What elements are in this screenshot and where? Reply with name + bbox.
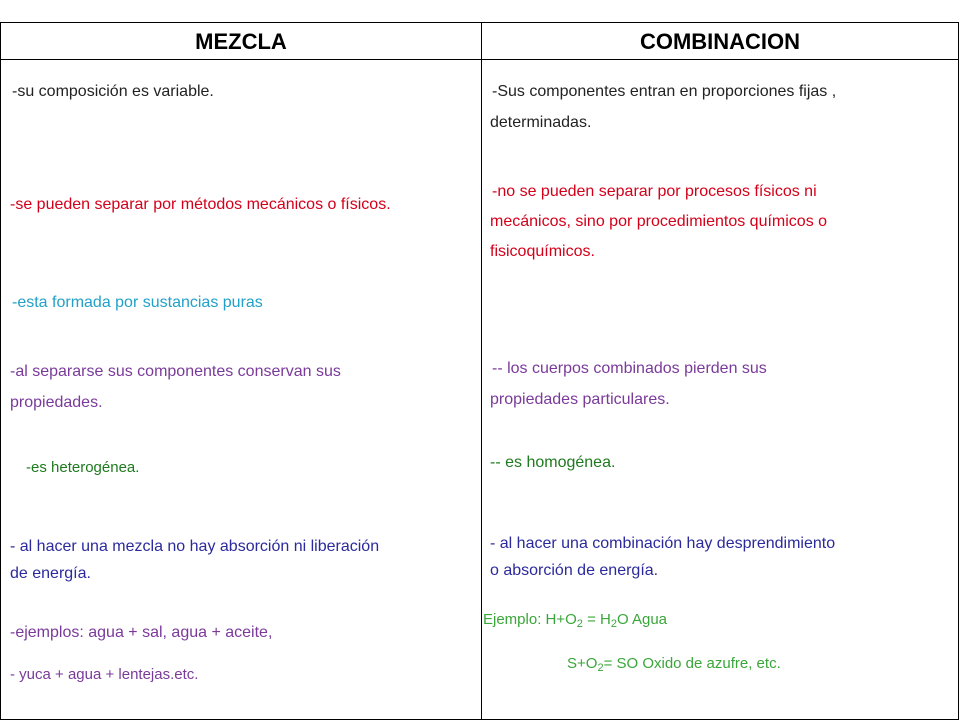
header-mezcla: MEZCLA xyxy=(195,29,287,54)
mezcla-ejemplos-line1: -ejemplos: agua + sal, agua + aceite, xyxy=(10,624,273,641)
combinacion-separar-line3: fisicoquímicos. xyxy=(490,243,595,260)
combinacion-pierden-line2: propiedades particulares. xyxy=(490,391,670,408)
combinacion-separar-line1: -no se pueden separar por procesos físicos ni xyxy=(492,183,817,200)
combinacion-energia-line1: - al hacer una combinación hay desprendimiento xyxy=(490,535,836,552)
mezcla-heterogenea: -es heterogénea. xyxy=(26,459,140,476)
combinacion-ejemplo-agua: Ejemplo: $H+O_2 = H_2O$ Agua xyxy=(483,611,668,630)
header-combinacion: COMBINACION xyxy=(639,29,801,54)
combinacion-ejemplo-azufre: $S+O_2=$ SO Oxido de azufre, etc. xyxy=(567,655,781,674)
mezcla-conservan-line2: propiedades. xyxy=(10,394,103,411)
mezcla-ejemplos-line2: - yuca + agua + lentejas.etc. xyxy=(10,666,199,683)
column-divider xyxy=(481,23,482,719)
mezcla-separar: -se pueden separar por métodos mecánicos o físicos. xyxy=(10,196,391,213)
mezcla-energia-line2: de energía. xyxy=(10,565,91,582)
combinacion-proporciones-line2: determinadas. xyxy=(490,114,592,131)
mezcla-energia-line1: - al hacer una mezcla no hay absorción ni liberación xyxy=(10,538,380,555)
mezcla-conservan-line1: -al separarse sus componentes conservan sus xyxy=(10,363,341,380)
combinacion-energia-line2: o absorción de energía. xyxy=(490,562,659,579)
mezcla-sustancias: -esta formada por sustancias puras xyxy=(12,294,263,311)
mezcla-composicion: -su composición es variable. xyxy=(12,83,214,100)
combinacion-separar-line2: mecánicos, sino por procedimientos químicos o xyxy=(490,213,828,230)
combinacion-pierden-line1: -- los cuerpos combinados pierden sus xyxy=(492,360,767,377)
combinacion-proporciones-line1: -Sus componentes entran en proporciones fijas , xyxy=(492,83,837,100)
combinacion-homogenea: -- es homogénea. xyxy=(490,454,616,471)
